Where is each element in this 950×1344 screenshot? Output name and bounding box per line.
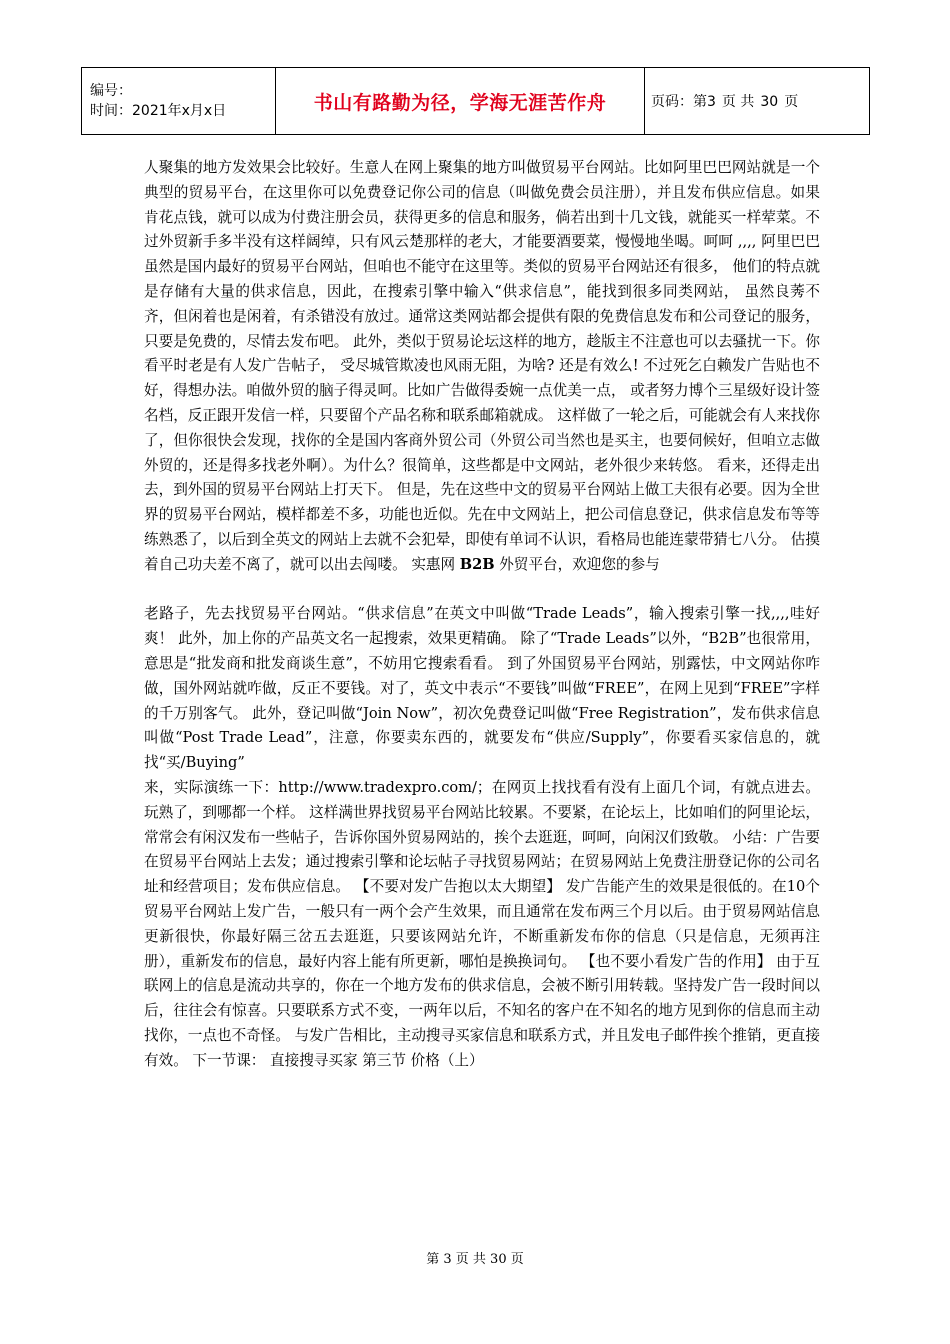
paragraph-1-text: 人聚集的地方发效果会比较好。生意人在网上聚集的地方叫做贸易平台网站。比如阿里巴巴网站就是一个典型的贸易平台，在这里你可以免费登记你公司的信息（叫做免费会员注册），并且发布供应信息。如果肯花点钱，就可以成为付费注册会员，获得更多的信息和服务，倘若出到十几文钱，就能买一样荤菜。不过外贸新手多半没有这样阔绰，只有风云楚那样的老大，才能要酒要菜，慢慢地坐喝。呵呵 ,,,, 阿里巴巴虽然是国内最好的贸易平台网站，但咱也不能守在这里等。类似的贸易平台网站还有很多， 他们的特点就是存储有大量的供求信息，因此，在搜索引擎中输入“供求信息”，能找到很多同类网站， 虽然良莠不齐，但闲着也是闲着，有杀错没有放过。通常这类网站都会提供有限的免费信息发布和公司登记的服务，只要是免费的，尽情去发布吧。 此外，类似于贸易论坛这样的地方，趁版主不注意也可以去骚扰一下。你看平时老是有人发广告帖子， 受尽城管欺凌也风雨无阻，为啥? 还是有效么! 不过死乞白赖发广告贴也不好，得想办法。咱做外贸的脑子得灵呵。比如广告做得委婉一点优美一点， 或者努力博个三星级好设计签名档，反正跟开发信一样，只要留个产品名称和联系邮箱就成。 这样做了一轮之后，可能就会有人来找你了，但你很快会发现，找你的全是国内客商外贸公司（外贸公司当然也是买主，也要伺候好，但咱立志做外贸的，还是得多找老外啊）。为什么？很简单，这些都是中文网站，老外很少来转悠。 看来，还得走出去，到外国的贸易平台网站上打天下。 但是，先在这些中文的贸易平台网站上做工夫很有必要。因为全世界的贸易平台网站，模样都差不多，功能也近似。先在中文网站上，把公司信息登记，供求信息发布等等练熟悉了，以后到全英文的网站上去就不会犯晕，即使有单词不认识，看格局也能连蒙带猜七八分。 估摸着自己功夫差不离了，就可以出去闯喽。 实惠网 — [144, 159, 820, 573]
header-motto: 书山有路勤为径，学海无涯苦作舟 — [276, 68, 645, 135]
page-footer: 第 3 页 共 30 页 — [426, 1252, 524, 1267]
document-body — [144, 156, 820, 1073]
document-date: 时间：2021年x月x日 — [90, 103, 227, 119]
document-header — [81, 67, 870, 135]
page-total-number: 30 — [760, 94, 779, 110]
document-code-label: 编号： — [90, 83, 132, 99]
page-current-number: 3 — [707, 94, 716, 110]
page-mid-text: 页 共 — [721, 94, 755, 110]
paragraph-3: 来，实际演练一下：http://www.tradexpro.com/；在网页上找找看有没有上面几个词，有就点进去。 玩熟了，到哪都一个样。 这样满世界找贸易平台网站比较累。不要紧，在论坛上，比如咱们的阿里论坛，常常会有闲汉发布一些帖子，告诉你国外贸易网站的，挨个去逛逛，呵呵，向闲汉们致敬。 小结：广告要在贸易平台网站上去发；通过搜索引擎和论坛帖子寻找贸易网站；在贸易网站上免费注册登记你的公司名址和经营项目；发布供应信息。 【不要对发广告抱以太大期望】 发广告能产生的效果是很低的。在10个贸易平台网站上发广告，一般只有一两个会产生效果，而且通常在发布两三个月以后。由于贸易网站信息更新很快，你最好隔三岔五去逛逛，只要该网站允许，不断重新发布你的信息（只是信息，无须再注册），重新发布的信息，最好内容上能有所更新，哪怕是换换词句。 【也不要小看发广告的作用】 由于互联网上的信息是流动共享的，你在一个地方发布的供求信息，会被不断引用转载。坚持发广告一段时间以后，往往会有惊喜。只要联系方式不变，一两年以后，不知名的客户在不知名的地方见到你的信息而主动找你，一点也不奇怪。 与发广告相比，主动搜寻买家信息和联系方式，并且发电子邮件挨个推销，更直接有效。 下一节课： 直接搜寻买家 第三节 价格（上） — [144, 778, 820, 1069]
paragraph-1 — [144, 156, 820, 578]
header-page-info — [645, 68, 870, 135]
page-prefix: 页码：第 — [651, 94, 707, 110]
paragraph-2: 老路子，先去找贸易平台网站。“供求信息”在英文中叫做“Trade Leads”，输入搜索引擎一找,,,,哇好爽！ 此外，加上你的产品英文名一起搜索，效果更精确。 除了“Trade Leads”以外，“B2B”也很常用，意思是“批发商和批发商谈生意”，不妨用它搜索看看。 到了外国贸易平台网站，别露怯，中文网站你咋做，国外网站就咋做，反正不要钱。对了，英文中表示“不要钱”叫做“FREE”，在网上见到“FREE”字样的千万别客气。 此外，登记叫做“Join Now”，初次免费登记叫做“Free Registration”，发布供求信息叫做“Post Trade Lead”，注意，你要卖东西的，就要发布“供应/Supply”，你要看买家信息的，就找“买/Buying” — [144, 605, 820, 772]
page-suffix: 页 — [784, 94, 799, 110]
header-meta — [82, 68, 276, 135]
paragraph-1-bold-term: B2B — [459, 555, 495, 573]
paragraph-1-tail: 外贸平台，欢迎您的参与 — [494, 555, 660, 573]
